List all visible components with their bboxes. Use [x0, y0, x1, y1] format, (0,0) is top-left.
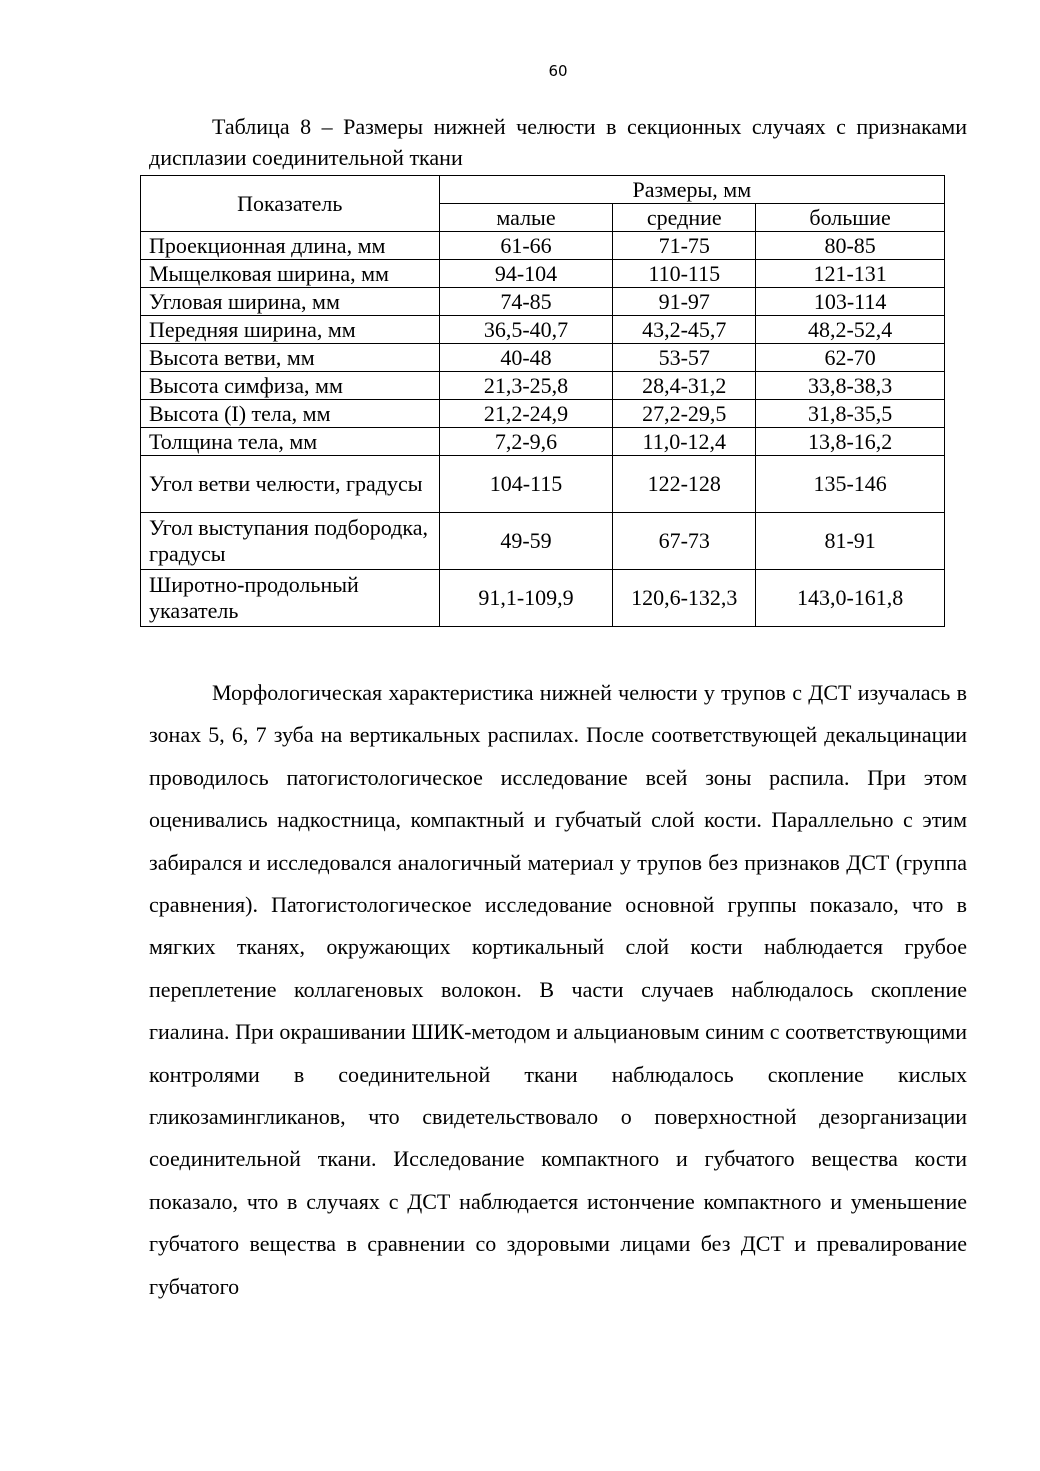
cell-large: 31,8-35,5 [756, 400, 945, 428]
cell-large: 80-85 [756, 232, 945, 260]
cell-small: 94-104 [439, 260, 613, 288]
subheader-large: большие [756, 204, 945, 232]
cell-medium: 27,2-29,5 [613, 400, 756, 428]
cell-large: 48,2-52,4 [756, 316, 945, 344]
table-row [141, 232, 945, 260]
cell-large: 13,8-16,2 [756, 428, 945, 456]
cell-medium: 11,0-12,4 [613, 428, 756, 456]
table-row [141, 428, 945, 456]
table-row [141, 456, 945, 513]
cell-medium: 43,2-45,7 [613, 316, 756, 344]
table-row [141, 372, 945, 400]
cell-medium: 67-73 [613, 513, 756, 570]
cell-medium: 122-128 [613, 456, 756, 513]
cell-small: 36,5-40,7 [439, 316, 613, 344]
header-indicator: Показатель [141, 176, 440, 232]
table-row [141, 570, 945, 627]
cell-large: 135-146 [756, 456, 945, 513]
cell-medium: 91-97 [613, 288, 756, 316]
cell-medium: 28,4-31,2 [613, 372, 756, 400]
cell-large: 81-91 [756, 513, 945, 570]
row-label: Угол ветви челюсти, градусы [141, 456, 440, 513]
cell-small: 61-66 [439, 232, 613, 260]
cell-large: 121-131 [756, 260, 945, 288]
cell-small: 74-85 [439, 288, 613, 316]
cell-small: 7,2-9,6 [439, 428, 613, 456]
table-row [141, 400, 945, 428]
row-label: Угол выступания подбородка, градусы [141, 513, 440, 570]
subheader-medium: средние [613, 204, 756, 232]
row-label: Мыщелковая ширина, мм [141, 260, 440, 288]
table-row [141, 513, 945, 570]
row-label: Высота (I) тела, мм [141, 400, 440, 428]
row-label: Толщина тела, мм [141, 428, 440, 456]
row-label: Проекционная длина, мм [141, 232, 440, 260]
cell-medium: 71-75 [613, 232, 756, 260]
cell-medium: 120,6-132,3 [613, 570, 756, 627]
dimensions-table [140, 175, 945, 627]
table-row [141, 260, 945, 288]
row-label: Высота ветви, мм [141, 344, 440, 372]
cell-large: 62-70 [756, 344, 945, 372]
header-sizes: Размеры, мм [439, 176, 944, 204]
cell-large: 103-114 [756, 288, 945, 316]
table-row [141, 316, 945, 344]
cell-small: 21,3-25,8 [439, 372, 613, 400]
cell-medium: 110-115 [613, 260, 756, 288]
table-row [141, 288, 945, 316]
row-label: Высота симфиза, мм [141, 372, 440, 400]
row-label: Широтно-продольный указатель [141, 570, 440, 627]
table-row [141, 344, 945, 372]
cell-large: 143,0-161,8 [756, 570, 945, 627]
body-paragraph: Морфологическая характеристика нижней челюсти у трупов с ДСТ изучалась в зонах 5, 6, 7 зуба на вертикальных распилах. После соответствующей декальцинации проводилось патогистологическое исследование всей зоны распила. При этом оценивались надкостница, компактный и губчатый слой кости. Параллельно с этим забирался и исследовался аналогичный материал у трупов без признаков ДСТ (группа сравнения). Патогистологическое исследование основной группы показало, что в мягких тканях, окружающих кортикальный слой кости наблюдается грубое переплетение коллагеновых волокон. В части случаев наблюдалось скопление гиалина. При окрашивании ШИК-методом и альциановым синим с соответствующими контролями в соединительной ткани наблюдалось скопление кислых гликозамингликанов, что свидетельствовало о поверхностной дезорганизации соединительной ткани. Исследование компактного и губчатого вещества кости показало, что в случаях с ДСТ наблюдается истончение компактного и уменьшение губчатого вещества в сравнении со здоровыми лицами без ДСТ и превалирование губчатого [149, 680, 967, 1299]
cell-small: 21,2-24,9 [439, 400, 613, 428]
row-label: Угловая ширина, мм [141, 288, 440, 316]
table-caption: Таблица 8 – Размеры нижней челюсти в секционных случаях с признаками дисплазии соединительной ткани [149, 114, 967, 170]
row-label: Передняя ширина, мм [141, 316, 440, 344]
cell-medium: 53-57 [613, 344, 756, 372]
cell-large: 33,8-38,3 [756, 372, 945, 400]
cell-small: 91,1-109,9 [439, 570, 613, 627]
subheader-small: малые [439, 204, 613, 232]
cell-small: 40-48 [439, 344, 613, 372]
cell-small: 49-59 [439, 513, 613, 570]
cell-small: 104-115 [439, 456, 613, 513]
page-number: 60 [548, 62, 568, 80]
